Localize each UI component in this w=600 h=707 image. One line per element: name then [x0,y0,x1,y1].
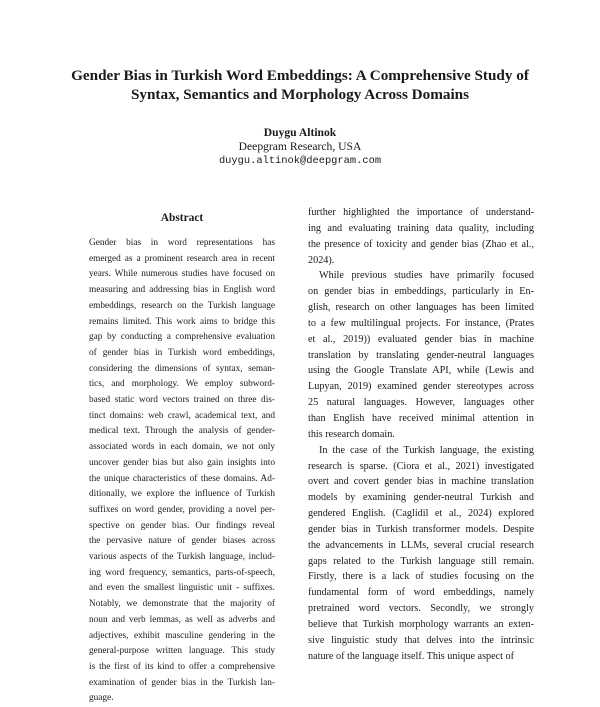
author-affiliation: Deepgram Research, USA [238,140,362,153]
text-line: considering the dimensions of syntax, seman- [89,363,275,374]
text-line: guage. [89,693,114,704]
text-line: is the first of its kind to offer a comprehensive [89,661,275,672]
text-line: remains limited. This work aims to bridge this [89,316,275,327]
text-line: While previous studies have primarily focused [319,270,534,282]
text-line: on gender bias in embeddings, particularly in En- [308,286,534,298]
text-line: examination of gender bias in the Turkish lan- [89,677,275,688]
text-line: ing and evaluating training data quality, including [308,222,534,234]
text-line: tics, and morphology. We employ subword- [89,379,275,390]
text-line: gender bias in Turkish transformer models. Despite [308,523,534,535]
text-line: noun and verb lemmas, as well as adverbs and [89,614,275,625]
text-line: pretrained word vectors. Secondly, we strongly [308,603,534,615]
text-line: the advancements in LLMs, several crucial research [308,539,534,551]
text-line: gendered English. (Caglidil et al., 2024) explored [308,508,534,520]
text-line: further highlighted the importance of understand- [308,207,534,218]
author-email: duygu.altinok@deepgram.com [218,155,382,167]
text-line: uncover gender bias but also gain insights into [89,457,275,468]
text-line: medical text. Through the analysis of gender- [89,426,275,437]
text-line: research is sparse. (Ciora et al., 2021) investigated [308,460,534,472]
abstract-heading: Abstract [160,212,204,224]
text-line: the unique characteristics of these domains. Ad- [89,473,275,484]
text-line: Lupyan, 2019) examined gender stereotypes across [308,381,534,393]
text-line: glish, research on other languages has been limited [308,302,534,314]
title-line-2: Syntax, Semantics and Morphology Across Domains [130,86,470,103]
text-line: nature of the language itself. This unique aspect of [308,650,515,662]
text-line: In the case of the Turkish language, the existing [319,444,534,456]
text-line: embeddings, research on the Turkish language [89,300,275,311]
text-line: years. While numerous studies have focused on [89,269,275,280]
text-line: gaps related to the Turkish language still remain. [308,555,534,567]
text-line: fundamental form of word embeddings, namely [308,587,534,599]
intro-continuation [308,205,534,664]
text-line: adjectives, exhibit masculine gendering in the [89,630,275,641]
text-line: measuring and addressing bias in English word [89,285,275,296]
text-line: based static word vectors trained on three dis- [89,395,275,406]
text-line: using the Google Translate API, while (Lewis and [308,365,534,377]
text-line: than English have received minimal attention in [308,412,534,424]
text-line: of gender bias in Turkish word embeddings, [89,347,275,358]
title-line-1: Gender Bias in Turkish Word Embeddings: A Comprehensive Study of [71,67,529,84]
text-line: tinct domains: web crawl, academical text, and [89,410,275,421]
text-line: and even the smallest linguistic unit - suffixes. [89,583,275,594]
text-line: Firstly, there is a lack of studies focusing on the [308,571,534,583]
text-line: Gender bias in word representations has [89,238,275,248]
text-line: Notably, we demonstrate that the majority of [89,599,275,610]
text-line: 25 natural languages. However, languages other [308,397,534,409]
text-line: ditionally, we explore the influence of Turkish [89,489,275,500]
text-line: models by examining gender-neutral Turkish and [308,492,534,504]
text-line: the pervasive nature of gender biases across [89,536,275,547]
text-line: translation by translating gender-neutral languages [308,349,534,361]
text-line: believe that Turkish morphology warrants an exten- [308,618,534,630]
text-line: overt and covert gender bias in machine translation [308,476,534,488]
text-line: 2024). [308,254,335,266]
text-line: sive linguistic study that delves into the intrinsic [308,634,534,646]
paragraph-3 [308,443,534,665]
abstract-body [89,236,275,707]
text-line: ing word frequency, semantics, parts-of-speech, [89,567,275,578]
text-line: general-purpose written language. This study [89,646,275,657]
paragraph-2 [308,268,534,442]
paper-title [40,66,560,104]
text-line: the presence of toxicity and gender bias (Zhao et al., [308,238,534,250]
author-name: Duygu Altinok [263,126,337,139]
text-line: various aspects of the Turkish language, includ- [89,552,275,563]
text-line: et al., 2019)) evaluated gender bias in machine [308,333,534,345]
text-line: gap by conducting a comprehensive evaluation [89,332,275,343]
text-line: suffixes on word gender, providing a novel per- [89,504,275,515]
text-line: spective on gender bias. Our findings reveal [89,520,275,531]
text-line: this research domain. [308,428,395,440]
paragraph-1 [308,205,534,268]
text-line: emerged as a prominent research area in recent [89,253,275,264]
text-line: to a few multilingual projects. For instance, (Prates [308,317,534,329]
text-line: associated words in each domain, we not only [89,442,275,453]
